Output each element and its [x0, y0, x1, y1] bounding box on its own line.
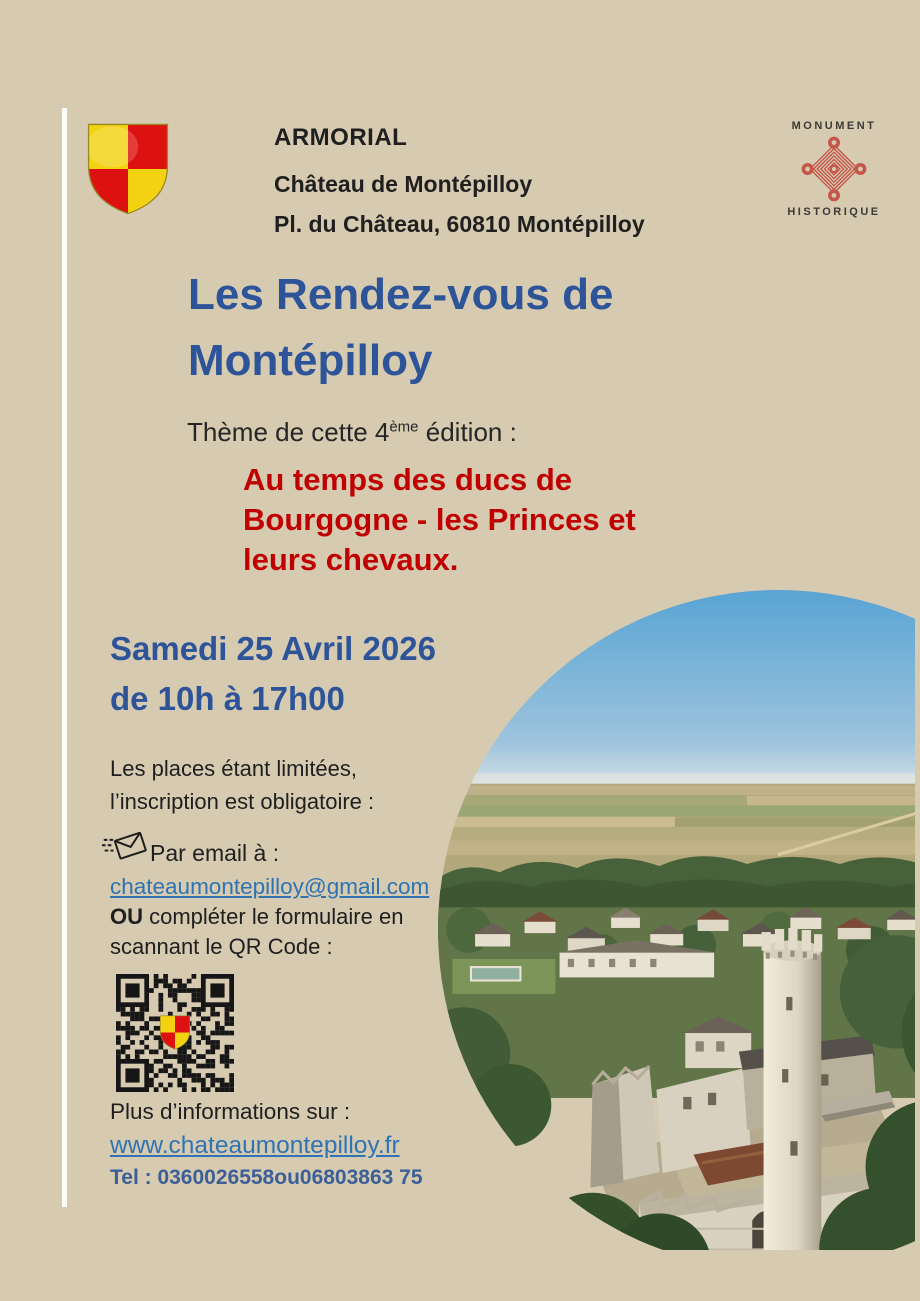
- theme-text-line-3: leurs chevaux.: [243, 542, 459, 577]
- website-link[interactable]: www.chateaumontepilloy.fr: [110, 1132, 400, 1159]
- email-icon: [102, 828, 150, 866]
- divider-line: [62, 108, 67, 1207]
- theme-heading: [187, 417, 517, 448]
- form-option-rest: compléter le formulaire en: [143, 904, 404, 929]
- venue-name: Château de Montépilloy: [274, 171, 533, 197]
- qr-code: [116, 974, 234, 1092]
- qr-shield-icon: [159, 1014, 191, 1051]
- form-option-text: [110, 904, 403, 930]
- email-label: Par email à :: [150, 840, 280, 866]
- registration-notice: [110, 752, 374, 818]
- venue-address: Pl. du Château, 60810 Montépilloy: [274, 211, 645, 237]
- email-link[interactable]: chateaumontepilloy@gmail.com: [110, 874, 430, 899]
- registration-notice-line-2: l’inscription est obligatoire :: [110, 789, 375, 814]
- event-title: [188, 262, 613, 394]
- phone-number: Tel : 0360026558ou06803863 75: [110, 1166, 423, 1189]
- sky: [438, 590, 915, 791]
- scan-qr-text: scannant le QR Code :: [110, 934, 333, 959]
- theme-heading-prefix: Thème de cette 4: [187, 417, 390, 447]
- monument-historique-logo: [780, 120, 888, 218]
- garden-pool: [452, 959, 555, 994]
- theme-text: [243, 460, 636, 580]
- castle-photo: [438, 590, 915, 1250]
- castle-photo-circle: [438, 590, 915, 1250]
- mh-top-label: MONUMENT: [791, 120, 877, 132]
- theme-heading-sup: ème: [389, 418, 419, 436]
- event-title-line-2: Montépilloy: [188, 336, 433, 385]
- monument-historique-icon: [798, 133, 870, 205]
- form-option-or: OU: [110, 904, 143, 929]
- theme-text-line-1: Au temps des ducs de: [243, 462, 573, 497]
- armorial-shield-icon: [85, 121, 171, 217]
- event-date-line-1: Samedi 25 Avril 2026: [110, 630, 436, 667]
- event-date-line-2: de 10h à 17h00: [110, 680, 345, 717]
- event-title-line-1: Les Rendez-vous de: [188, 270, 614, 319]
- armorial-title: ARMORIAL: [274, 124, 408, 151]
- theme-text-line-2: Bourgogne - les Princes et: [243, 502, 636, 537]
- mh-bottom-label: HISTORIQUE: [787, 206, 881, 218]
- registration-notice-line-1: Les places étant limitées,: [110, 756, 358, 781]
- castle-photo-scene: [438, 590, 915, 1250]
- header-block: [274, 124, 645, 251]
- more-info-label: Plus d’informations sur :: [110, 1099, 351, 1124]
- theme-heading-suffix: édition :: [418, 417, 517, 447]
- event-date: [110, 624, 436, 724]
